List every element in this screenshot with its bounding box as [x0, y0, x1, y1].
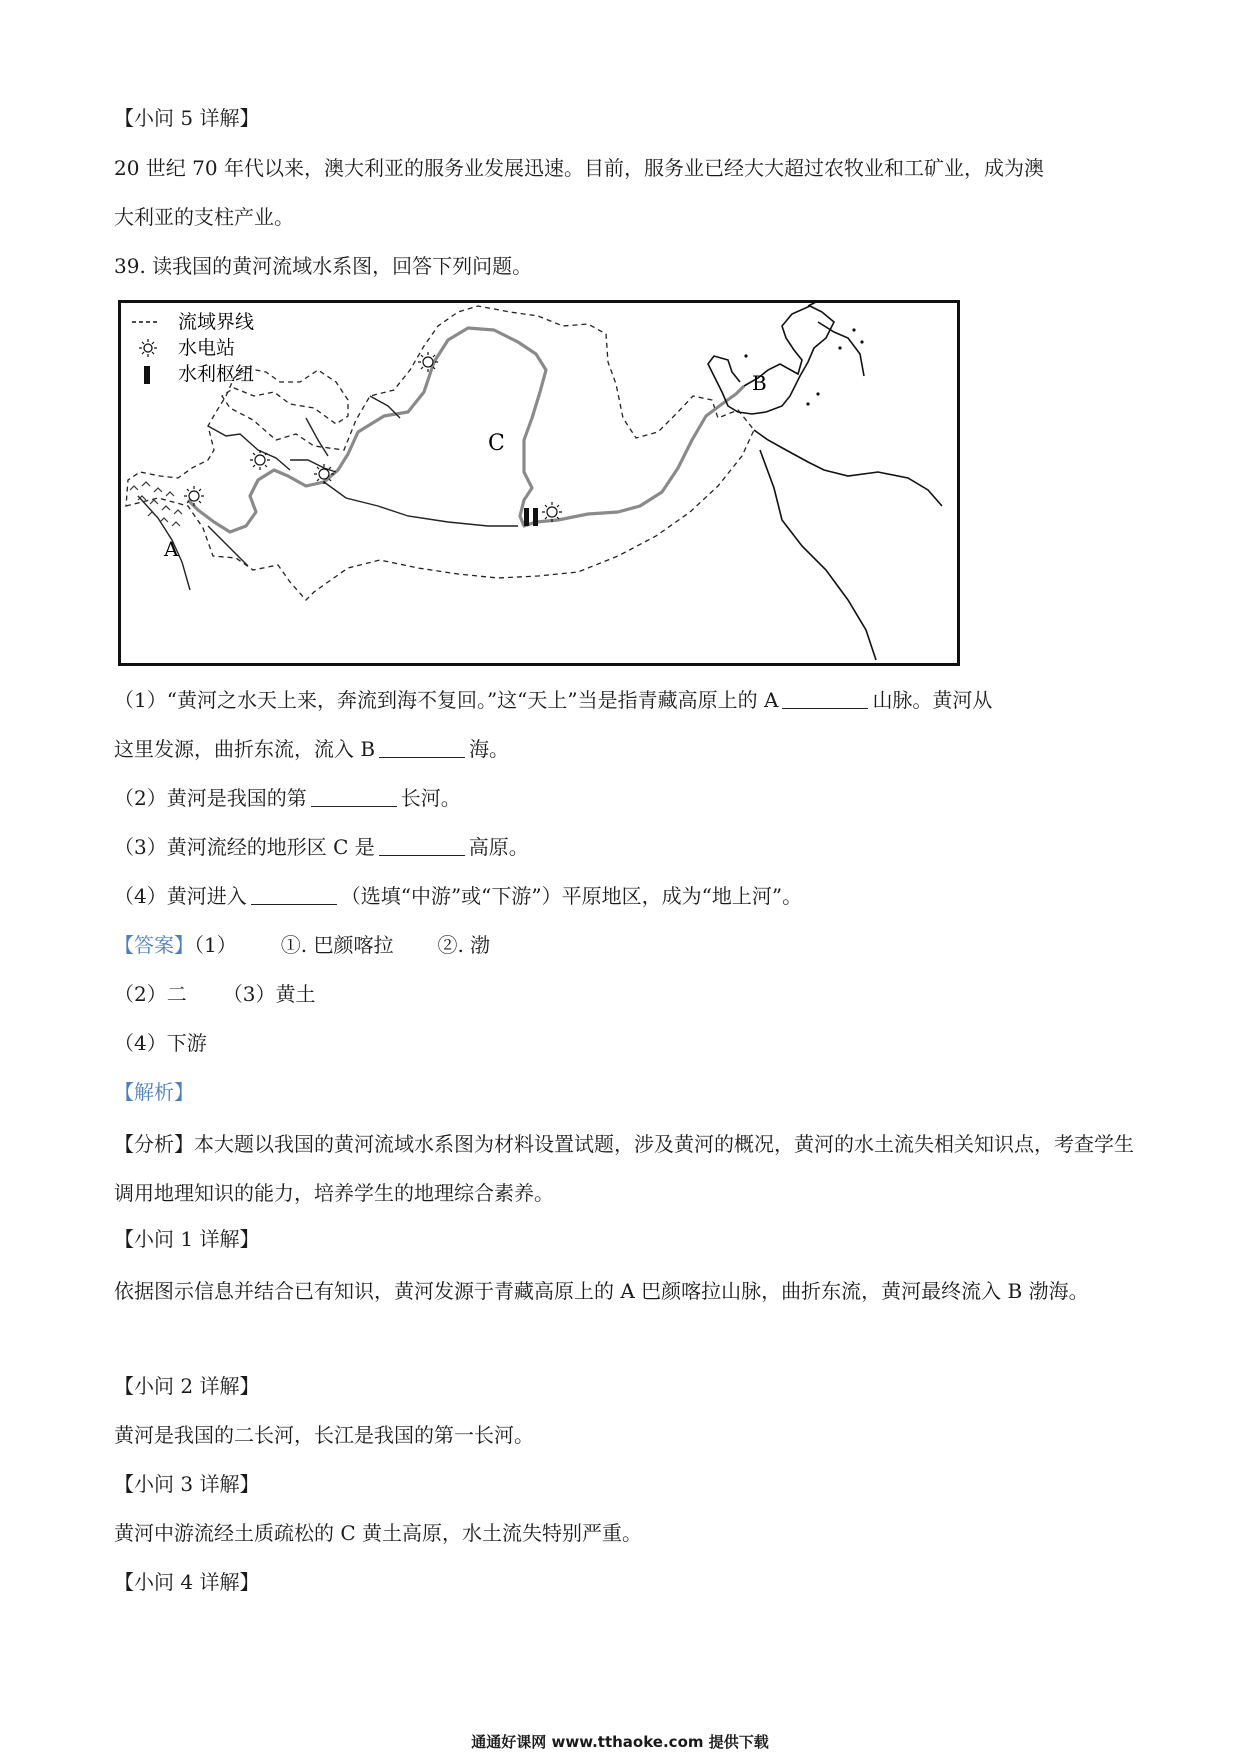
label-a: A [164, 537, 179, 561]
sub5-heading: 【小问 5 详解】 [114, 106, 260, 130]
detail1-heading: 【小问 1 详解】 [114, 1227, 260, 1251]
blank-reach [251, 886, 337, 905]
sub1-text-b: 山脉。黄河从 [872, 688, 993, 712]
blank-b [379, 739, 465, 758]
sub2-question [114, 784, 461, 812]
legend-hub-label: 水利枢纽 [178, 363, 255, 385]
sub4-text-b: （选填“中游”或“下游”）平原地区，成为“地上河”。 [340, 884, 803, 908]
analysis-fenxi: 【分析】本大题以我国的黄河流域水系图为材料设置试题，涉及黄河的概况，黄河的水土流失相关知识点，考查学生调用地理知识的能力，培养学生的地理综合素养。 [114, 1132, 1134, 1205]
sub1-text-d: 海。 [469, 737, 510, 761]
sub2-text-b: 长河。 [400, 786, 461, 810]
answer-p3: （3）黄土 [222, 982, 316, 1006]
detail4-heading: 【小问 4 详解】 [114, 1570, 260, 1594]
sub4-text-a: （4）黄河进入 [114, 884, 247, 908]
blank-rank [311, 788, 397, 807]
answer-p1: （1） [194, 933, 237, 957]
sub5-text-line1: 20 世纪 70 年代以来，澳大利亚的服务业发展迅速。目前，服务业已经大大超过农牧业和工矿业，成为澳 [114, 156, 1044, 180]
label-c: C [488, 431, 505, 456]
blank-c [379, 837, 465, 856]
sub3-question [114, 833, 529, 861]
sub4-question [114, 882, 802, 910]
sub1-text-c: 这里发源，曲折东流，流入 B [114, 737, 376, 761]
answer-line3: （4）下游 [114, 1031, 207, 1055]
answer-tag: 【答案】 [114, 933, 194, 957]
detail3-text: 黄河中游流经土质疏松的 C 黄土高原，水土流失特别严重。 [114, 1521, 643, 1545]
sub1-question-line1 [114, 686, 992, 714]
legend-station-label: 水电站 [178, 337, 236, 359]
legend-hub-icon [144, 366, 150, 384]
question-39-title: 39. 读我国的黄河流域水系图，回答下列问题。 [114, 254, 533, 278]
answer-p2: （2）二 [114, 982, 187, 1006]
sub1-text-a: （1）“黄河之水天上来，奔流到海不复回。”这“天上”当是指青藏高原上的 A [114, 688, 779, 712]
detail3-heading: 【小问 3 详解】 [114, 1472, 260, 1496]
sub3-text-b: 高原。 [468, 835, 529, 859]
answer-a2: ②. 渤 [437, 933, 491, 957]
sub5-text-line2: 大利亚的支柱产业。 [114, 205, 294, 229]
detail2-heading: 【小问 2 详解】 [114, 1374, 260, 1398]
yellow-river-basin-map [118, 300, 960, 666]
blank-a [782, 690, 868, 709]
label-b: B [752, 371, 767, 395]
sub1-question-line2 [114, 735, 509, 763]
sub3-text-a: （3）黄河流经的地形区 C 是 [114, 835, 375, 859]
answer-a1: ①. 巴颜喀拉 [280, 933, 394, 957]
detail1-text: 依据图示信息并结合已有知识，黄河发源于青藏高原上的 A 巴颜喀拉山脉，曲折东流，黄河最终流入 B 渤海。 [114, 1279, 1089, 1303]
detail2-text: 黄河是我国的二长河，长江是我国的第一长河。 [114, 1423, 534, 1447]
sub2-text-a: （2）黄河是我国的第 [114, 786, 307, 810]
analysis-tag: 【解析】 [114, 1080, 194, 1104]
answer-line2 [114, 980, 315, 1008]
footer-source: 通通好课网 www.tthaoke.com 提供下载 [471, 1733, 769, 1751]
answer-line1 [114, 931, 490, 959]
legend-boundary-label: 流域界线 [178, 311, 255, 333]
